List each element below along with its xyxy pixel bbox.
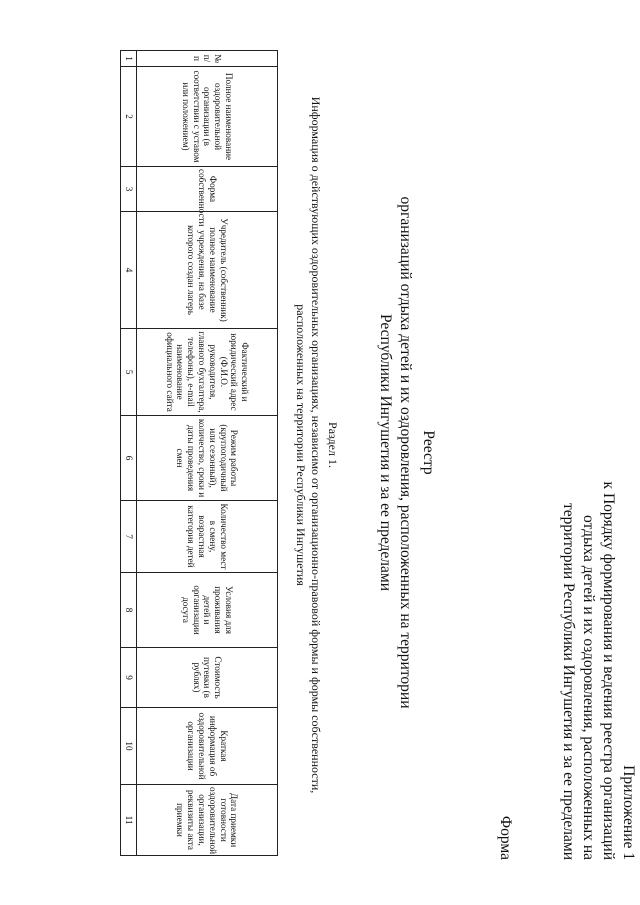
appendix-title: Приложение 1 bbox=[620, 765, 637, 860]
appendix-line: отдыха детей и их оздоровления, расположенных на bbox=[580, 515, 597, 860]
appendix-line: к Порядку формирования и ведения реестра организаций bbox=[600, 481, 617, 860]
section-line: Информация о действующих оздоровительных организациях, независимо от организационно-правовой формы и формы собственности, bbox=[309, 96, 323, 794]
column-number: 8 bbox=[121, 573, 137, 648]
column-number: 2 bbox=[121, 67, 137, 167]
form-label: Форма bbox=[497, 815, 514, 860]
registry-heading bbox=[375, 100, 438, 805]
column-number: 4 bbox=[121, 212, 137, 329]
column-header: Стоимость путевки (в рублях) bbox=[137, 648, 278, 708]
section-line: расположенных на территории Республики Ингушетия bbox=[294, 304, 308, 586]
column-header: Форма собственности bbox=[137, 167, 278, 212]
registry-line: Республики Ингушетия и за ее пределами bbox=[377, 313, 394, 591]
column-number-row bbox=[121, 51, 137, 856]
section-heading bbox=[293, 40, 340, 850]
column-header: Краткая информация об оздоровительной организации bbox=[137, 708, 278, 785]
column-number: 1 bbox=[121, 51, 137, 67]
column-header: Дата приемки готовности оздоровительной организации, реквизиты акта приемки bbox=[137, 785, 278, 856]
registry-table bbox=[120, 50, 278, 856]
column-header: № п/п bbox=[137, 51, 278, 67]
column-header: Полное наименование оздоровительной организации (в соответствии с уставом или положением) bbox=[137, 67, 278, 167]
table-header-row bbox=[137, 51, 278, 856]
section-title: Раздел 1. bbox=[326, 422, 340, 468]
appendix-block bbox=[558, 300, 638, 860]
registry-line: организаций отдыха детей и их оздоровления, расположенных на территории bbox=[397, 196, 414, 709]
column-header: Количество мест в смену, возрастная категория детей bbox=[137, 501, 278, 573]
column-number: 5 bbox=[121, 329, 137, 416]
column-number: 6 bbox=[121, 416, 137, 501]
column-number: 7 bbox=[121, 501, 137, 573]
column-header: Режим работы (круглогодичный или сезонный), количество, сроки и даты проведения смен bbox=[137, 416, 278, 501]
column-header: Учредитель (собственник) полное наименование учреждения, на базе которого создан лагерь bbox=[137, 212, 278, 329]
column-number: 9 bbox=[121, 648, 137, 708]
appendix-line: территории Республики Ингушетия и за ее пределами bbox=[560, 503, 577, 860]
registry-title: Реестр bbox=[420, 430, 437, 475]
column-header: Условия для проживания детей и организации досуга bbox=[137, 573, 278, 648]
column-number: 10 bbox=[121, 708, 137, 785]
column-number: 3 bbox=[121, 167, 137, 212]
column-number: 11 bbox=[121, 785, 137, 856]
column-header: Фактический и юридический адрес (Ф.И.О. руководителя, главного бухгалтера, телефоны), e-mail наименование официального сайта bbox=[137, 329, 278, 416]
